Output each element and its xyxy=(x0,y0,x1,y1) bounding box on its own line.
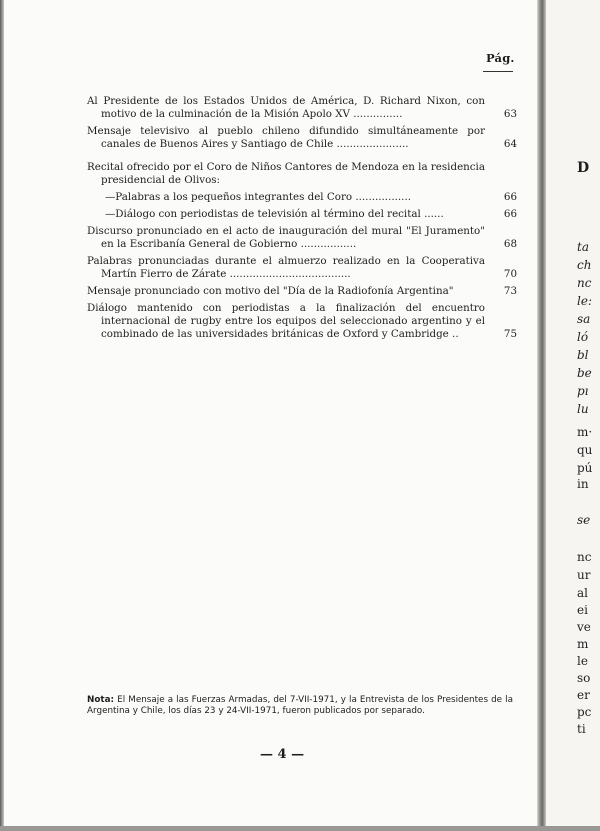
toc-entry-page: 70 xyxy=(503,268,517,280)
adjacent-page-line: nc xyxy=(577,276,592,290)
toc-entry-page: 66 xyxy=(503,208,517,220)
toc-entry-page: 68 xyxy=(503,238,517,250)
toc-entry-page: 63 xyxy=(503,108,517,120)
toc-entry xyxy=(87,95,517,121)
book-spine xyxy=(537,0,546,831)
toc-entry-title: Mensaje pronunciado con motivo del "Día de la Radiofonía Argentina" xyxy=(87,285,454,297)
toc-subentry xyxy=(87,191,517,204)
toc-entry-title: Al Presidente de los Estados Unidos de América, D. Richard Nixon, con motivo de la culminación de la Misión Apolo XV ............... xyxy=(87,95,485,120)
page-bottom-edge xyxy=(0,826,600,831)
adjacent-page-line: ti xyxy=(577,722,586,736)
adjacent-page-line: al xyxy=(577,586,588,600)
toc-entry-title: —Diálogo con periodistas de televisión al término del recital ...... xyxy=(105,208,444,220)
toc-entry-title: —Palabras a los pequeños integrantes del Coro ................. xyxy=(105,191,411,203)
toc-entry-page: 73 xyxy=(503,285,517,297)
toc-entry xyxy=(87,161,517,187)
adjacent-page-line: pc xyxy=(577,705,592,719)
adjacent-page-line: lu xyxy=(577,402,589,416)
toc-entry xyxy=(87,285,517,298)
footnote-label: Nota: xyxy=(87,695,115,705)
adjacent-page-line: ta xyxy=(577,240,589,254)
adjacent-page-line: pı xyxy=(577,384,589,398)
adjacent-page-line: pú xyxy=(577,461,593,475)
adjacent-page-line: ei xyxy=(577,603,588,617)
toc-entry-title: Recital ofrecido por el Coro de Niños Cantores de Mendoza en la residencia presidencial de Olivos: xyxy=(87,161,485,186)
adjacent-page-line: le: xyxy=(577,294,592,308)
adjacent-page-line: er xyxy=(577,688,590,702)
toc-entry-title: Discurso pronunciado en el acto de inauguración del mural "El Juramento" en la Escribanía General de Gobierno ................. xyxy=(87,225,485,250)
adjacent-page-line: in xyxy=(577,477,589,491)
toc-entry xyxy=(87,302,517,341)
toc-entry-title: Mensaje televisivo al pueblo chileno difundido simultáneamente por canales de Buenos Aires y Santiago de Chile ...................... xyxy=(87,125,485,150)
adjacent-page-line: m xyxy=(577,637,589,651)
adjacent-page-line: ch xyxy=(577,258,592,272)
adjacent-page-line: ur xyxy=(577,568,591,582)
toc-entry xyxy=(87,255,517,281)
toc-entry-title: Palabras pronunciadas durante el almuerzo realizado en la Cooperativa Martín Fierro de Zárate ..................................... xyxy=(87,255,485,280)
adjacent-page-heading: D xyxy=(577,160,590,176)
adjacent-page-line: ve xyxy=(577,620,591,634)
toc-entry-page: 64 xyxy=(503,138,517,150)
toc-entry-page: 75 xyxy=(503,328,517,340)
adjacent-page-line: se xyxy=(577,513,591,527)
footnote xyxy=(87,695,513,717)
adjacent-page-line: qu xyxy=(577,443,593,457)
toc-entry xyxy=(87,125,517,151)
adjacent-page-line: ló xyxy=(577,330,589,344)
page-column-label: Pág. xyxy=(486,51,515,65)
adjacent-page-line: bl xyxy=(577,348,589,362)
adjacent-page-line: be xyxy=(577,366,592,380)
adjacent-page-line: so xyxy=(577,671,591,685)
adjacent-page-line: nc xyxy=(577,550,592,564)
page-left-edge xyxy=(0,0,4,831)
toc-subentry xyxy=(87,208,517,221)
adjacent-page-line: le xyxy=(577,654,588,668)
page-number: — 4 — xyxy=(260,747,305,762)
adjacent-page xyxy=(546,0,600,831)
adjacent-page-line: sa xyxy=(577,312,591,326)
adjacent-page-line: m· xyxy=(577,425,593,439)
toc-entry-page: 66 xyxy=(503,191,517,203)
footnote-text: El Mensaje a las Fuerzas Armadas, del 7-VII-1971, y la Entrevista de los Presidentes de la Argentina y Chile, los días 23 y 24-VII-1971, fueron publicados por separado. xyxy=(87,695,514,716)
toc-entry xyxy=(87,225,517,251)
page-label-rule xyxy=(483,71,513,72)
toc-entry-title: Diálogo mantenido con periodistas a la finalización del encuentro internacional de rugby entre los equipos del seleccionado argentino y el combinado de las universidades británicas de Oxford y Cambridge .. xyxy=(87,302,485,340)
table-of-contents xyxy=(87,95,517,341)
